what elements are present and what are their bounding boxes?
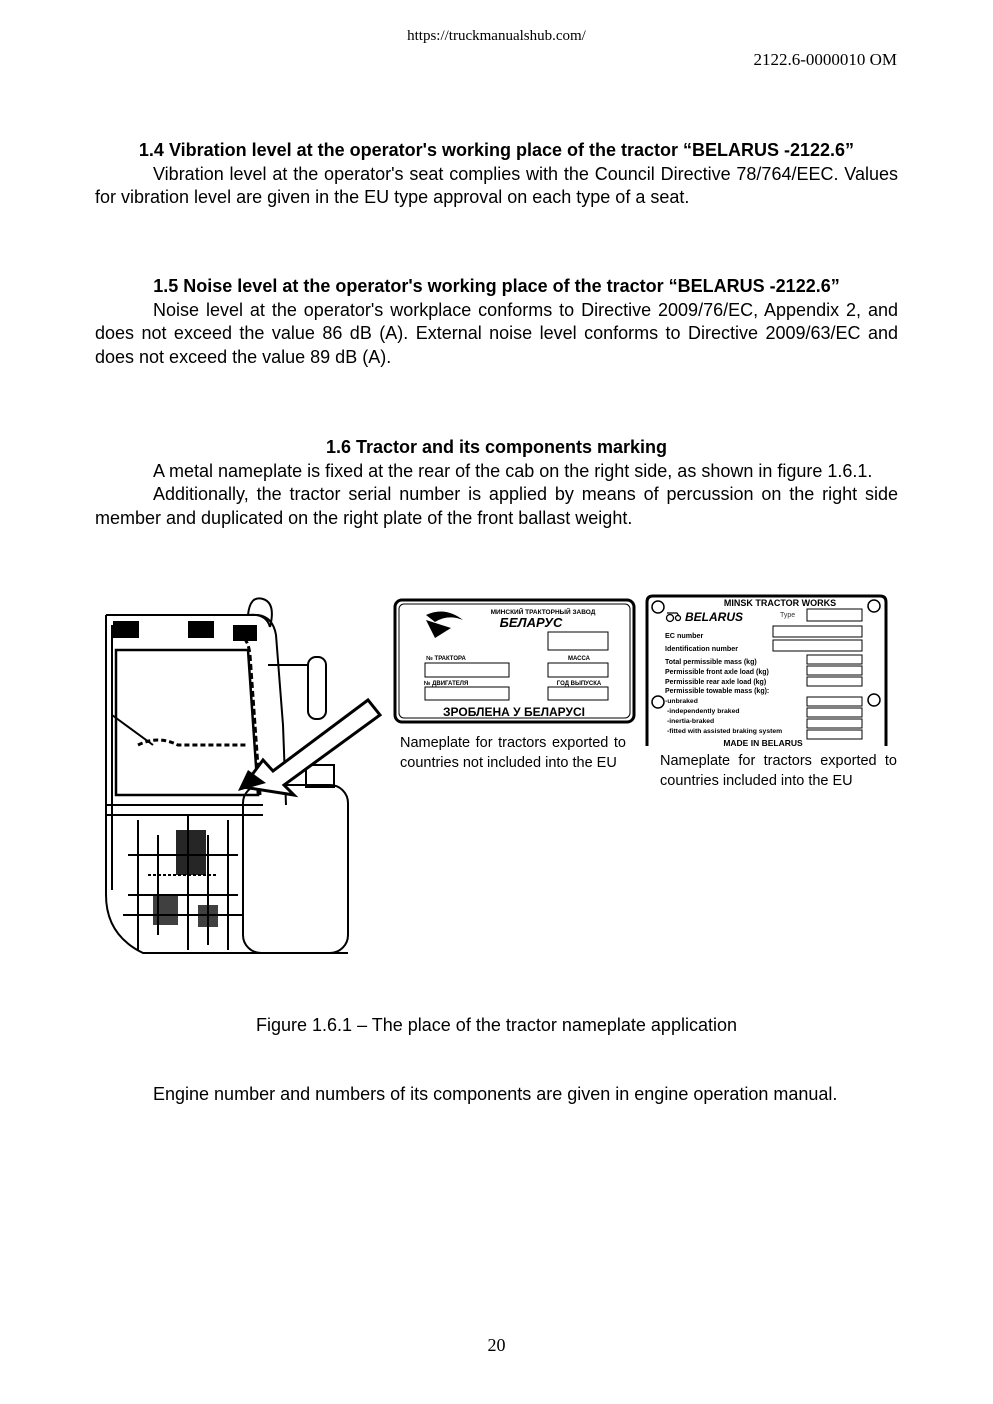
plate-non-eu-factory: МИНСКИЙ ТРАКТОРНЫЙ ЗАВОД <box>490 609 596 616</box>
section-1-6 <box>95 436 898 530</box>
plate-non-eu-field-engine: № ДВИГАТЕЛЯ <box>423 681 469 687</box>
plate-non-eu-field-mass: МАССА <box>567 656 591 662</box>
source-url: https://truckmanualshub.com/ <box>407 28 586 44</box>
section-1-4-text: Vibration level at the operator's seat complies with the Council Directive 78/764/EEC. Values for vibration level are given in the EU type approval on each type of a seat. <box>95 163 898 207</box>
plate-eu-row: EC number <box>665 631 704 640</box>
plate-non-eu-brand: БЕЛАРУС <box>499 615 563 630</box>
plate-non-eu-caption: Nameplate for tractors exported to countries not included into the EU <box>400 735 626 771</box>
nameplate-eu <box>645 594 888 747</box>
plate-eu-factory: MINSK TRACTOR WORKS <box>723 598 837 608</box>
plate-non-eu-field-tractor: № ТРАКТОРА <box>426 656 466 662</box>
section-1-4 <box>95 139 898 210</box>
section-1-5 <box>95 275 898 369</box>
figure-caption: Figure 1.6.1 – The place of the tractor nameplate application <box>256 1015 737 1035</box>
plate-eu-row: Identification number <box>665 644 739 653</box>
plate-eu-row: -fitted with assisted braking system <box>667 728 783 735</box>
plate-eu-row: -inertia-braked <box>667 718 715 725</box>
plate-eu-row: -unbraked <box>665 698 698 705</box>
section-1-5-heading: 1.5 Noise level at the operator's working place of the tractor “BELARUS -2122.6” <box>153 276 840 296</box>
plate-eu-row: Permissible towable mass (kg): <box>665 688 770 695</box>
plate-non-eu-field-year: ГОД ВЫПУСКА <box>556 681 602 687</box>
nameplate-non-eu <box>393 598 636 724</box>
section-1-6-para-1: A metal nameplate is fixed at the rear of the cab on the right side, as shown in figure 1.6.1. <box>153 460 873 481</box>
section-1-4-heading: 1.4 Vibration level at the operator's working place of the tractor “BELARUS -2122.6” <box>138 140 855 160</box>
plate-eu-footer: MADE IN BELARUS <box>723 738 803 747</box>
section-1-6-heading: 1.6 Tractor and its components marking <box>325 437 668 457</box>
plate-eu-row: Total permissible mass (kg) <box>665 659 757 666</box>
plate-eu-row: Permissible front axle load (kg) <box>665 669 769 676</box>
plate-eu-caption: Nameplate for tractors exported to countries included into the EU <box>660 753 897 789</box>
section-1-5-text: Noise level at the operator's workplace conforms to Directive 2009/76/EC, Appendix 2, and does not exceed the value 86 dB (A). External noise level conforms to Directive 2009/63/EC and does not exceed the value 89 dB (A). <box>95 299 898 367</box>
document-number: 2122.6-0000010 OM <box>753 50 897 69</box>
plate-eu-row: Permissible rear axle load (kg) <box>665 679 767 686</box>
tractor-cab-illustration <box>98 595 390 957</box>
section-1-6-para-2: Additionally, the tractor serial number is applied by means of percussion on the right side member and duplicated on the right plate of the front ballast weight. <box>95 484 898 528</box>
plate-eu-row: -independently braked <box>667 708 740 715</box>
plate-eu-brand: BELARUS <box>685 610 744 624</box>
plate-non-eu-footer: ЗРОБЛЕНА У БЕЛАРУСІ <box>443 705 585 719</box>
closing-section <box>95 1083 898 1107</box>
closing-text: Engine number and numbers of its components are given in engine operation manual. <box>153 1084 838 1104</box>
page-number: 20 <box>487 1335 506 1355</box>
plate-eu-type-label: Type <box>780 612 796 619</box>
